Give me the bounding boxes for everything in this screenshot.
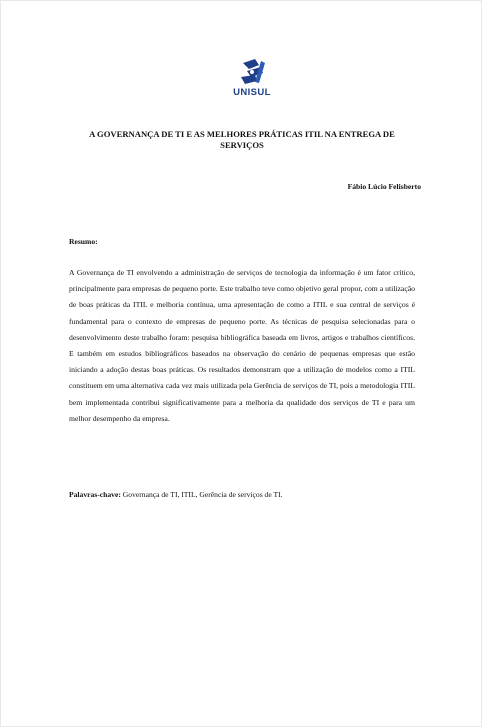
- author-name: Fábio Lúcio Felisberto: [347, 182, 421, 191]
- document-title: [63, 129, 421, 151]
- university-logo: [225, 57, 279, 101]
- keywords: [69, 489, 415, 500]
- keywords-label: Palavras-chave:: [69, 490, 121, 499]
- unisul-emblem-icon: [225, 57, 279, 87]
- logo-text: UNISUL: [233, 87, 271, 98]
- abstract-heading: Resumo:: [69, 237, 98, 246]
- abstract-text: A Governança de TI envolvendo a administração de serviços de tecnologia da informação é um fator crítico, principalmente para empresas de pequeno porte. Este trabalho teve como objetivo geral propor, com a utilização de boas práticas da ITIL e melhoria contínua, uma apresentação de como a ITIL e sua central de serviços é fundamental para o contexto de empresas de pequeno porte. As técnicas de pesquisa selecionadas para o desenvolvimento deste trabalho foram: pesquisa bibliográfica baseada em livros, artigos e trabalhos científicos. E também em estudos bibliográficos baseados na observação do cenário de pequenas empresas que estão iniciando a adoção destas boas práticas. Os resultados demonstram que a utilização de modelos como a ITIL constituem em uma alternativa cada vez mais utilizada pela Gerência de serviços de TI, pois a metodologia ITIL bem implementada contribui significativamente para a melhoria da qualidade dos serviços de TI e para um melhor desempenho da empresa.: [69, 268, 415, 423]
- title-line: SERVIÇOS: [220, 140, 264, 150]
- keywords-text: Governança de TI, ITIL, Gerência de serviços de TI.: [122, 490, 283, 499]
- title-line: A GOVERNANÇA DE TI E AS MELHORES PRÁTICAS ITIL NA ENTREGA DE: [89, 129, 395, 139]
